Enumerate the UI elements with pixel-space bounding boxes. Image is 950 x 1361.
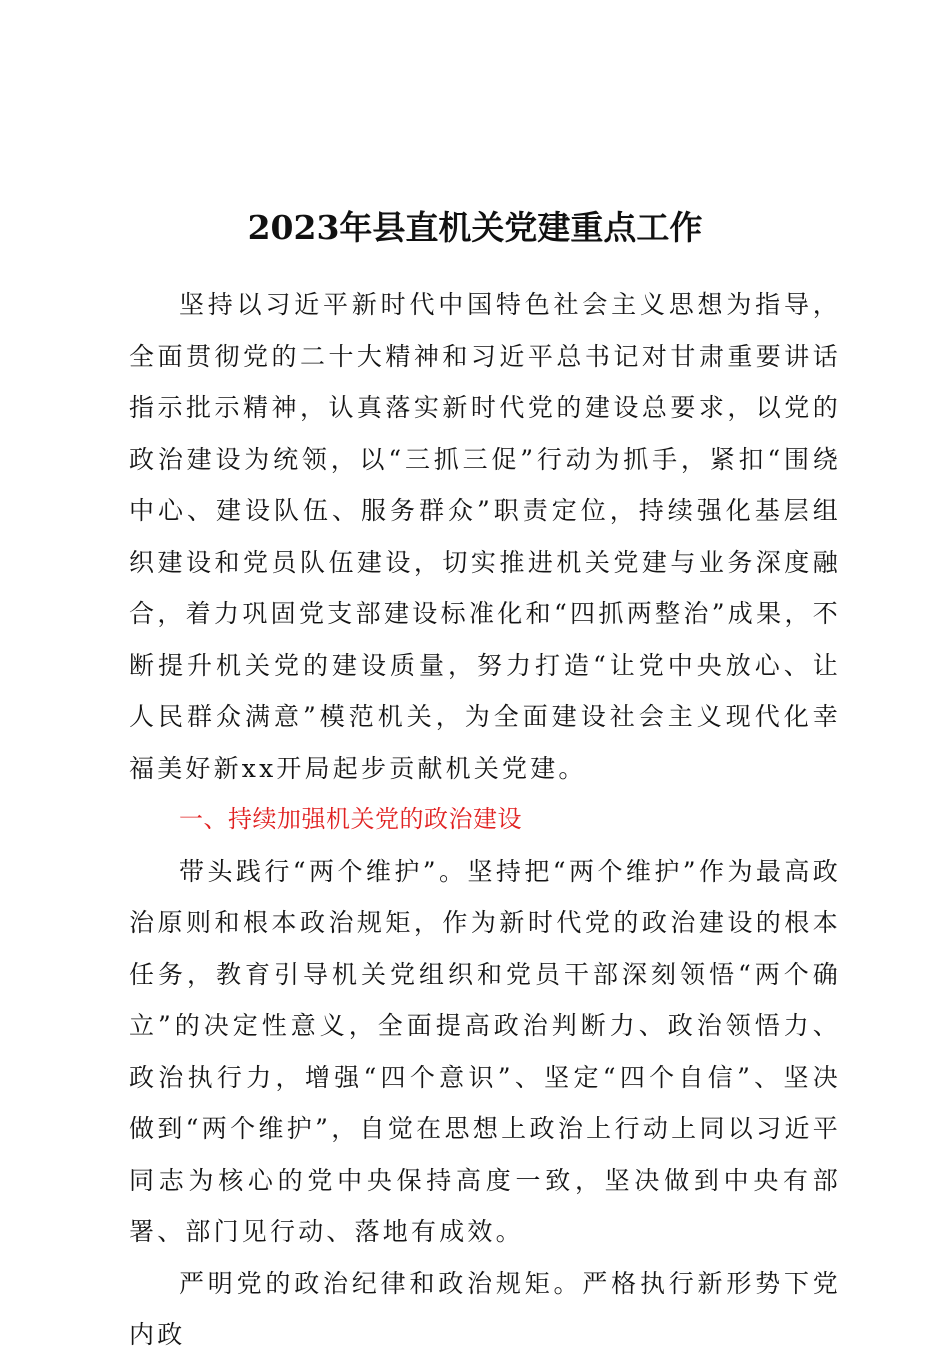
document-body [129,279,841,1361]
intro-paragraph: 坚持以习近平新时代中国特色社会主义思想为指导，全面贯彻党的二十大精神和习近平总书记对甘肃重要讲话指示批示精神，认真落实新时代党的建设总要求，以党的政治建设为统领，以“三抓三促”行动为抓手，紧扣“围绕中心、建设队伍、服务群众”职责定位，持续强化基层组织建设和党员队伍建设，切实推进机关党建与业务深度融合，着力巩固党支部建设标准化和“四抓两整治”成果，不断提升机关党的建设质量，努力打造“让党中央放心、让人民群众满意”模范机关，为全面建设社会主义现代化幸福美好新xx开局起步贡献机关党建。 [129,290,841,783]
section-paragraph: 严明党的政治纪律和政治规矩。严格执行新形势下党内政 [129,1268,841,1349]
section-heading: 一、持续加强机关党的政治建设 [179,805,522,833]
document-title: 2023年县直机关党建重点工作 [247,208,703,247]
section-paragraph: 带头践行“两个维护”。坚持把“两个维护”作为最高政治原则和根本政治规矩，作为新时代党的政治建设的根本任务，教育引导机关党组织和党员干部深刻领悟“两个确立”的决定性意义，全面提高政治判断力、政治领悟力、政治执行力，增强“四个意识”、坚定“四个自信”、坚决做到“两个维护”，自觉在思想上政治上行动上同以习近平同志为核心的党中央保持高度一致，坚决做到中央有部署、部门见行动、落地有成效。 [129,856,841,1246]
